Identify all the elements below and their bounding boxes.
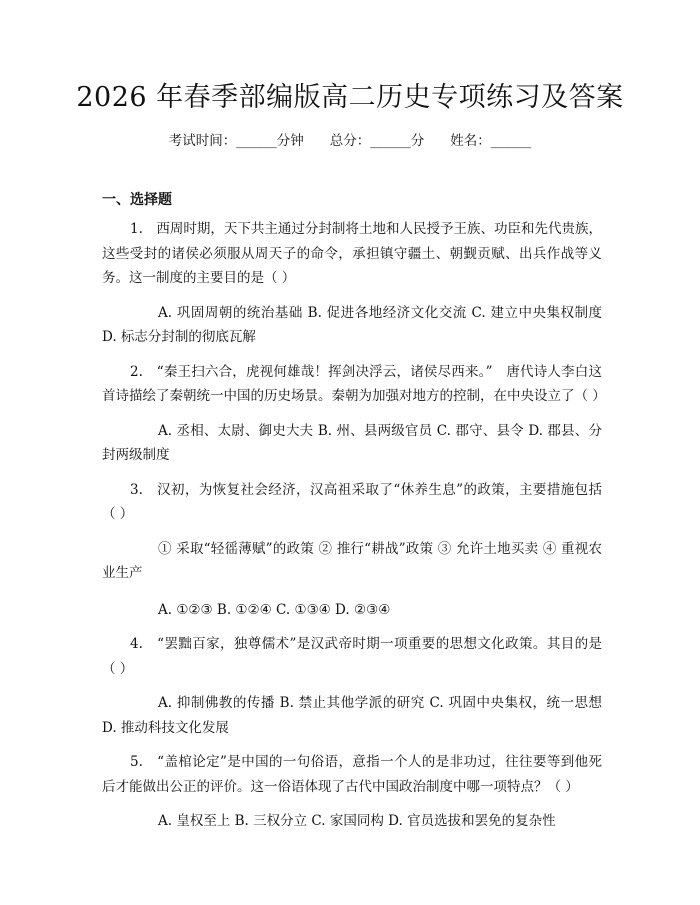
question-options: A. 抑制佛教的传播 B. 禁止其他学派的研究 C. 巩固中央集权，统一思想 D. 推动科技文化发展	[102, 695, 602, 736]
student-name-field: 姓名：______	[450, 133, 532, 149]
question-options: A. 巩固周朝的统治基础 B. 促进各地经济文化交流 C. 建立中央集权制度 D. 标志分封制的彻底瓦解	[102, 304, 602, 345]
question-5	[102, 750, 602, 834]
section-heading: 一、选择题	[102, 192, 172, 208]
question-list	[102, 217, 606, 844]
question-stem: 1. 西周时期，天下共主通过分封制将土地和人民授予王族、功臣和先代贵族，这些受封的诸侯必须服从周天子的命令，承担镇守疆土、朝觐贡赋、出兵作战等义务。这一制度的主要目的是（ ）	[102, 221, 602, 286]
question-stem: 3. 汉初，为恢复社会经济，汉高祖采取了“休养生息”的政策，主要措施包括（ ）	[102, 481, 602, 522]
question-options: A. 皇权至上 B. 三权分立 C. 家国同构 D. 官员选拔和罢免的复杂性	[158, 813, 556, 829]
question-stem: 2. “秦王扫六合，虎视何雄哉！挥剑决浮云，诸侯尽西来。” 唐代诗人李白这首诗描绘了秦朝统一中国的历史场景。秦朝为加强对地方的控制，在中央设立了（ ）	[102, 363, 606, 404]
question-options: A. ①②③ B. ①②④ C. ①③④ D. ②③④	[158, 601, 391, 618]
total-score-field: 总分：______分	[329, 133, 425, 149]
question-statements: ① 采取“轻徭薄赋”的政策 ② 推行“耕战”政策 ③ 允许土地买卖 ④ 重视农业生产	[102, 540, 602, 581]
exam-time-field: 考试时间：______分钟	[168, 133, 304, 149]
question-1	[102, 217, 602, 350]
question-4	[102, 632, 602, 740]
question-2	[102, 360, 606, 468]
question-stem: 5. “盖棺论定”是中国的一句俗语，意指一个人的是非功过，往往要等到他死后才能做出公正的评价。这一俗语体现了古代中国政治制度中哪一项特点？（ ）	[102, 754, 602, 795]
question-stem: 4. “罢黜百家，独尊儒术”是汉武帝时期一项重要的思想文化政策。其目的是（ ）	[102, 636, 602, 677]
question-3	[102, 478, 602, 623]
page-title: 2026 年春季部编版高二历史专项练习及答案	[76, 82, 624, 113]
question-options: A. 丞相、太尉、御史大夫 B. 州、县两级官员 C. 郡守、县令 D. 郡县、分封两级制度	[102, 422, 602, 463]
exam-info-line	[0, 131, 700, 151]
